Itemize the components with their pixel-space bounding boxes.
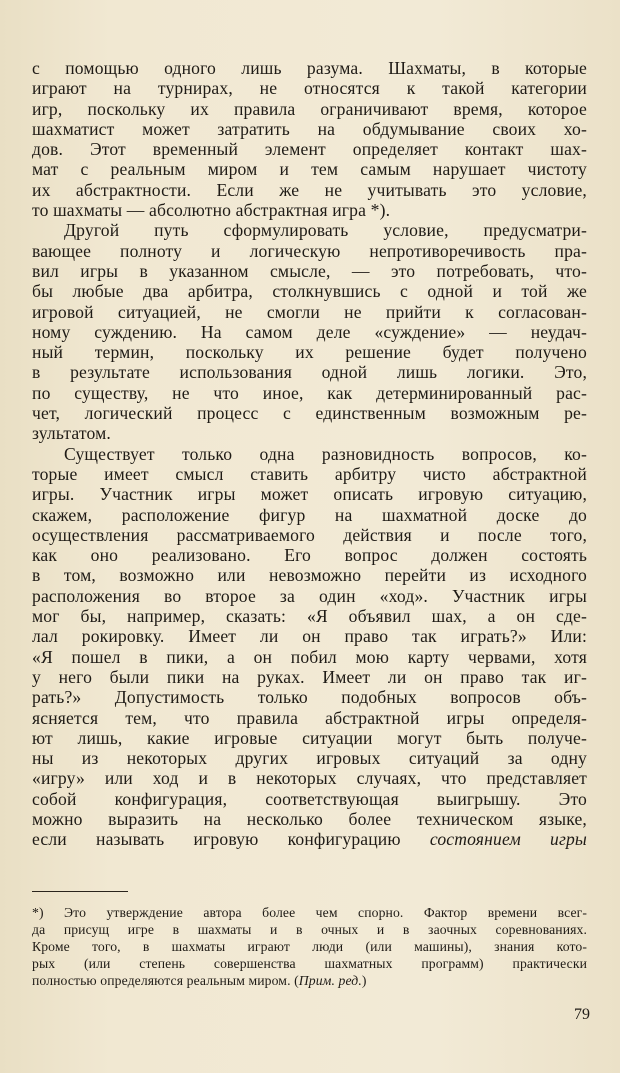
text-line: мат с реальным миром и тем самым нарушает чистоту xyxy=(32,159,587,180)
text-line: шахматист может затратить на обдумывание своих хо- xyxy=(32,118,587,139)
text-line: ному суждению. На самом деле «суждение» — неудач- xyxy=(32,321,587,342)
text-line: с помощью одного лишь разума. Шахматы, в которые xyxy=(32,58,587,78)
text-line: как оно реализовано. Его вопрос должен состоять xyxy=(32,545,587,566)
page-number: 79 xyxy=(574,1006,590,1023)
text-line: скажем, расположение фигур на шахматной доске до xyxy=(32,504,587,525)
text-line: их абстрактности. Если же не учитывать это условие, xyxy=(32,179,587,200)
text-line: «Я пошел в пики, а он побил мою карту червами, хотя xyxy=(32,646,587,667)
footnote-rule xyxy=(32,891,128,892)
text-line: собой конфигурация, соответствующая выигрышу. Это xyxy=(32,788,587,809)
text-line: если называть игровую конфигурацию состоянием игры xyxy=(32,829,587,850)
text-line: Существует только одна разновидность вопросов, ко- xyxy=(64,443,587,464)
footnote-line: Кроме того, в шахматы играют люди (или машины), знания кото- xyxy=(32,939,587,954)
footnote-line: *) Это утверждение автора более чем спорно. Фактор времени всег- xyxy=(32,905,587,920)
text-line: чет, логический процесс с единственным возможным ре- xyxy=(32,403,587,424)
footnote xyxy=(32,904,587,989)
text-line: дов. Этот временный элемент определяет контакт шах- xyxy=(32,139,587,160)
text-line: ют лишь, какие игровые ситуации могут быть получе- xyxy=(32,727,587,748)
text-line: рать?» Допустимость только подобных вопросов объ- xyxy=(32,687,587,708)
text-line: по существу, не что иное, как детерминированный рас- xyxy=(32,382,587,403)
text-line: бы любые два арбитра, столкнувшись с одной и той же xyxy=(32,281,587,302)
text-line: осуществления рассматриваемого действия и после того, xyxy=(32,524,587,545)
text-line: игры. Участник игры может описать игровую ситуацию, xyxy=(32,484,587,505)
text-line: мог бы, например, сказать: «Я объявил шах, а он сде- xyxy=(32,606,587,627)
text-line: можно выразить на несколько более техническом языке, xyxy=(32,808,587,829)
footnote-line: да присущ игре в шахматы и в очных и в заочных соревнованиях. xyxy=(32,922,587,937)
text-line: играют на турнирах, не относятся к такой категории xyxy=(32,78,587,99)
text-line: зультатом. xyxy=(32,423,111,444)
footnote-line: полностью определяются реальным миром. (Прим. ред.) xyxy=(32,973,367,988)
text-line: в том, возможно или невозможно перейти из исходного xyxy=(32,565,587,586)
text-line: вил игры в указанном смысле, — это потребовать, что- xyxy=(32,260,587,281)
text-line: игр, поскольку их правила ограничивают время, которое xyxy=(32,98,587,119)
text-line: лал рокировку. Имеет ли он право так играть?» Или: xyxy=(32,626,587,647)
text-line: вающее полноту и логическую непротиворечивость пра- xyxy=(32,240,587,261)
footnote-line: рых (или степень совершенства шахматных программ) практически xyxy=(32,956,587,971)
text-line: торые имеет смысл ставить арбитру чисто абстрактной xyxy=(32,463,587,484)
text-line: ный термин, поскольку их решение будет получено xyxy=(32,342,587,363)
main-text xyxy=(32,58,587,850)
text-line: игровой ситуацией, не смогли не прийти к согласован- xyxy=(32,301,587,322)
text-line: расположения во второе за один «ход». Участник игры xyxy=(32,585,587,606)
text-line: «игру» или ход и в некоторых случаях, что представляет xyxy=(32,768,587,789)
text-line: ны из некоторых других игровых ситуаций за одну xyxy=(32,748,587,769)
text-line: у него были пики на руках. Имеет ли он право так иг- xyxy=(32,666,587,687)
text-line: Другой путь сформулировать условие, предусматри- xyxy=(64,220,587,241)
text-line: ясняется тем, что правила абстрактной игры определя- xyxy=(32,707,587,728)
text-line: в результате использования одной лишь логики. Это, xyxy=(32,362,587,383)
text-line: то шахматы — абсолютно абстрактная игра *). xyxy=(32,200,391,221)
